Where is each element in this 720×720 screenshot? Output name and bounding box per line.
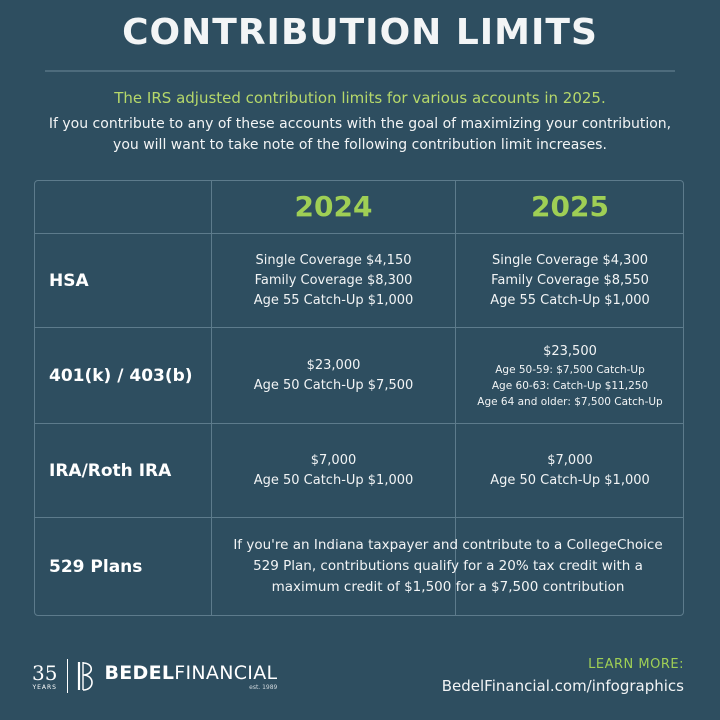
- contribution-limits-table: [34, 180, 684, 616]
- cell-line: Single Coverage $4,300: [492, 252, 648, 268]
- intro-line: If you contribute to any of these accounts with the goal of maximizing your contribution,: [48, 116, 672, 132]
- brand-name: [104, 662, 277, 684]
- row-label-ira: IRA/Roth IRA: [49, 460, 172, 481]
- 401k-2024-cell: [212, 328, 455, 423]
- learn-more-label: LEARN MORE:: [588, 657, 684, 672]
- cell-line: Age 50 Catch-Up $7,500: [253, 377, 414, 393]
- row-label-529: 529 Plans: [49, 556, 143, 577]
- page-title: CONTRIBUTION LIMITS: [122, 12, 598, 53]
- ira-2025-cell: [456, 424, 684, 517]
- anniversary-label: YEARS: [32, 683, 57, 691]
- cell-line: $7,000: [547, 452, 593, 468]
- cell-line: $7,000: [310, 452, 357, 468]
- column-header-2024: 2024: [294, 190, 373, 223]
- bedel-mark-icon: [76, 660, 96, 692]
- bedel-financial-logo: [32, 656, 277, 696]
- cell-line: Age 60-63: Catch-Up $11,250: [491, 379, 649, 392]
- brand-established: est. 1989: [249, 683, 278, 691]
- column-header-2025: 2025: [531, 190, 609, 223]
- subtitle: The IRS adjusted contribution limits for various accounts in 2025.: [114, 89, 606, 107]
- anniversary-number: 35: [32, 660, 58, 685]
- ira-2024-cell: [212, 424, 455, 517]
- cell-line: Age 50 Catch-Up $1,000: [490, 472, 650, 488]
- cell-line: Age 50-59: $7,500 Catch-Up: [495, 363, 645, 376]
- intro-text: [30, 114, 690, 156]
- intro-line: you will want to take note of the following contribution limit increases.: [113, 137, 607, 153]
- row-label-401k: 401(k) / 403(b): [49, 365, 193, 386]
- cell-line: Age 55 Catch-Up $1,000: [490, 292, 650, 308]
- cell-line: 529 Plan, contributions qualify for a 20% tax credit with a: [253, 558, 643, 574]
- cell-line: Single Coverage $4,150: [255, 252, 412, 268]
- hsa-2024-cell: [212, 234, 455, 327]
- cell-line: maximum credit of $1,500 for a $7,500 contribution: [271, 579, 625, 595]
- learn-more: [442, 656, 684, 698]
- logo-divider: [67, 659, 68, 693]
- cell-line: Age 50 Catch-Up $1,000: [253, 472, 414, 488]
- row-label-hsa: HSA: [49, 270, 89, 291]
- cell-line: Family Coverage $8,550: [491, 272, 649, 288]
- cell-line: $23,000: [306, 357, 361, 373]
- anniversary-badge: [32, 662, 57, 691]
- infographics-link[interactable]: BedelFinancial.com/infographics: [441, 677, 684, 695]
- cell-line: Family Coverage $8,300: [254, 272, 413, 288]
- 401k-2025-cell: [456, 328, 684, 423]
- cell-line: Age 55 Catch-Up $1,000: [253, 292, 414, 308]
- title-divider: [45, 70, 675, 72]
- 529-plans-cell: [211, 518, 685, 615]
- cell-line: If you're an Indiana taxpayer and contribute to a CollegeChoice: [233, 537, 663, 553]
- cell-line: $23,500: [543, 343, 597, 359]
- cell-line: Age 64 and older: $7,500 Catch-Up: [477, 395, 663, 408]
- hsa-2025-cell: [456, 234, 684, 327]
- brand-bold: BEDEL: [104, 661, 175, 684]
- brand-light: FINANCIAL: [174, 661, 278, 684]
- brand-wordmark: [104, 662, 277, 691]
